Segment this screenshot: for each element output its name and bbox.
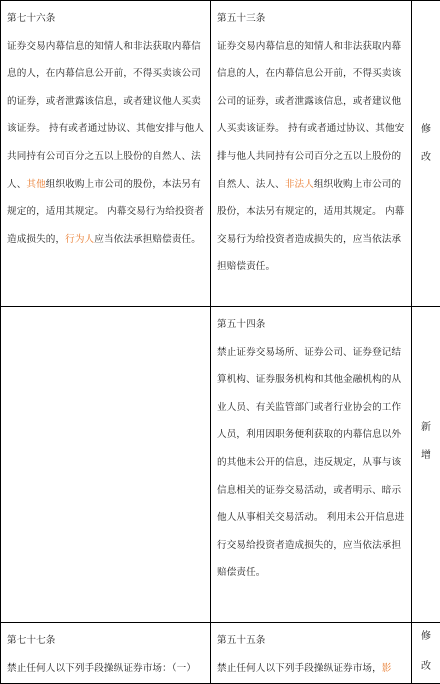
changed-text-highlight: 其他 [26,179,45,190]
changed-text-highlight: 非法人 [285,179,314,190]
change-type-label: 改 [421,656,431,678]
table-row [1,623,440,684]
change-type-label: 改 [421,147,431,169]
table-row [1,307,440,623]
change-type-cell [412,1,440,307]
old-article-text: 证券交易内幕信息的知情人和非法获取内幕信息的人，在内幕信息公开前，不得买卖该公司的证券，或者泄露该信息，或者建议他人买卖该证券。 持有或者通过协议、其他安排与他人共同持有公司百分之五以上股份的自然人、法人、 [7,41,204,190]
new-article-cell [211,1,412,307]
new-article-title: 第五十五条 [217,627,407,655]
new-article-text: 禁止证券交易场所、证券公司、证券登记结算机构、证券服务机构和其他金融机构的从业人员、有关监管部门或者行业协会的工作人员，利用因职务便利获取的内幕信息以外的其他未公开的信息，违反规定，从事与该信息相关的证券交易活动，或者明示、暗示他人从事相关交易活动。 利用未公开信息进行交易给投资者造成损失的，应当依法承担赔偿责任。 [217,347,404,579]
old-article-cell [1,1,211,307]
old-article-text: 应当依法承担赔偿责任。 [94,234,201,245]
changed-text-highlight: 行为人 [65,234,94,245]
changed-text-highlight: 影 [382,663,392,674]
old-article-title: 第七十七条 [7,627,206,655]
change-type-label: 修 [421,631,431,642]
old-article-text: 组织收购上市公司的股份，本法另有规定的，适用其规定。 内幕交易行为给投资者造成损失的， [7,179,204,245]
new-article-cell [211,307,412,623]
change-type-label: 修 [421,124,431,135]
change-type-label: 新 [421,422,431,433]
change-type-label: 增 [421,445,431,467]
new-article-text: 组织收购上市公司的股份，本法另有规定的，适用其规定。 内幕交易行为给投资者造成损失的，应当依法承担赔偿责任。 [217,179,404,273]
old-article-cell [1,307,211,623]
new-article-text: 禁止任何人以下列手段操纵证券市场， [217,663,382,674]
old-article-cell [1,623,211,684]
old-article-title: 第七十六条 [7,5,206,33]
table-row [1,1,440,307]
change-type-cell [412,307,440,623]
old-article-text: 禁止任何人以下列手段操纵证券市场：（一） [7,663,196,674]
new-article-title: 第五十三条 [217,5,407,33]
new-article-text: 证券交易内幕信息的知情人和非法获取内幕信息的人，在内幕信息公开前，不得买卖该公司的证券，或者泄露该信息，或者建议他人买卖该证券。 持有或者通过协议、其他安排与他人共同持有公司百分之五以上股份的自然人、法人、 [217,41,404,190]
change-type-cell [412,623,440,684]
new-article-title: 第五十四条 [217,311,407,339]
new-article-cell [211,623,412,684]
